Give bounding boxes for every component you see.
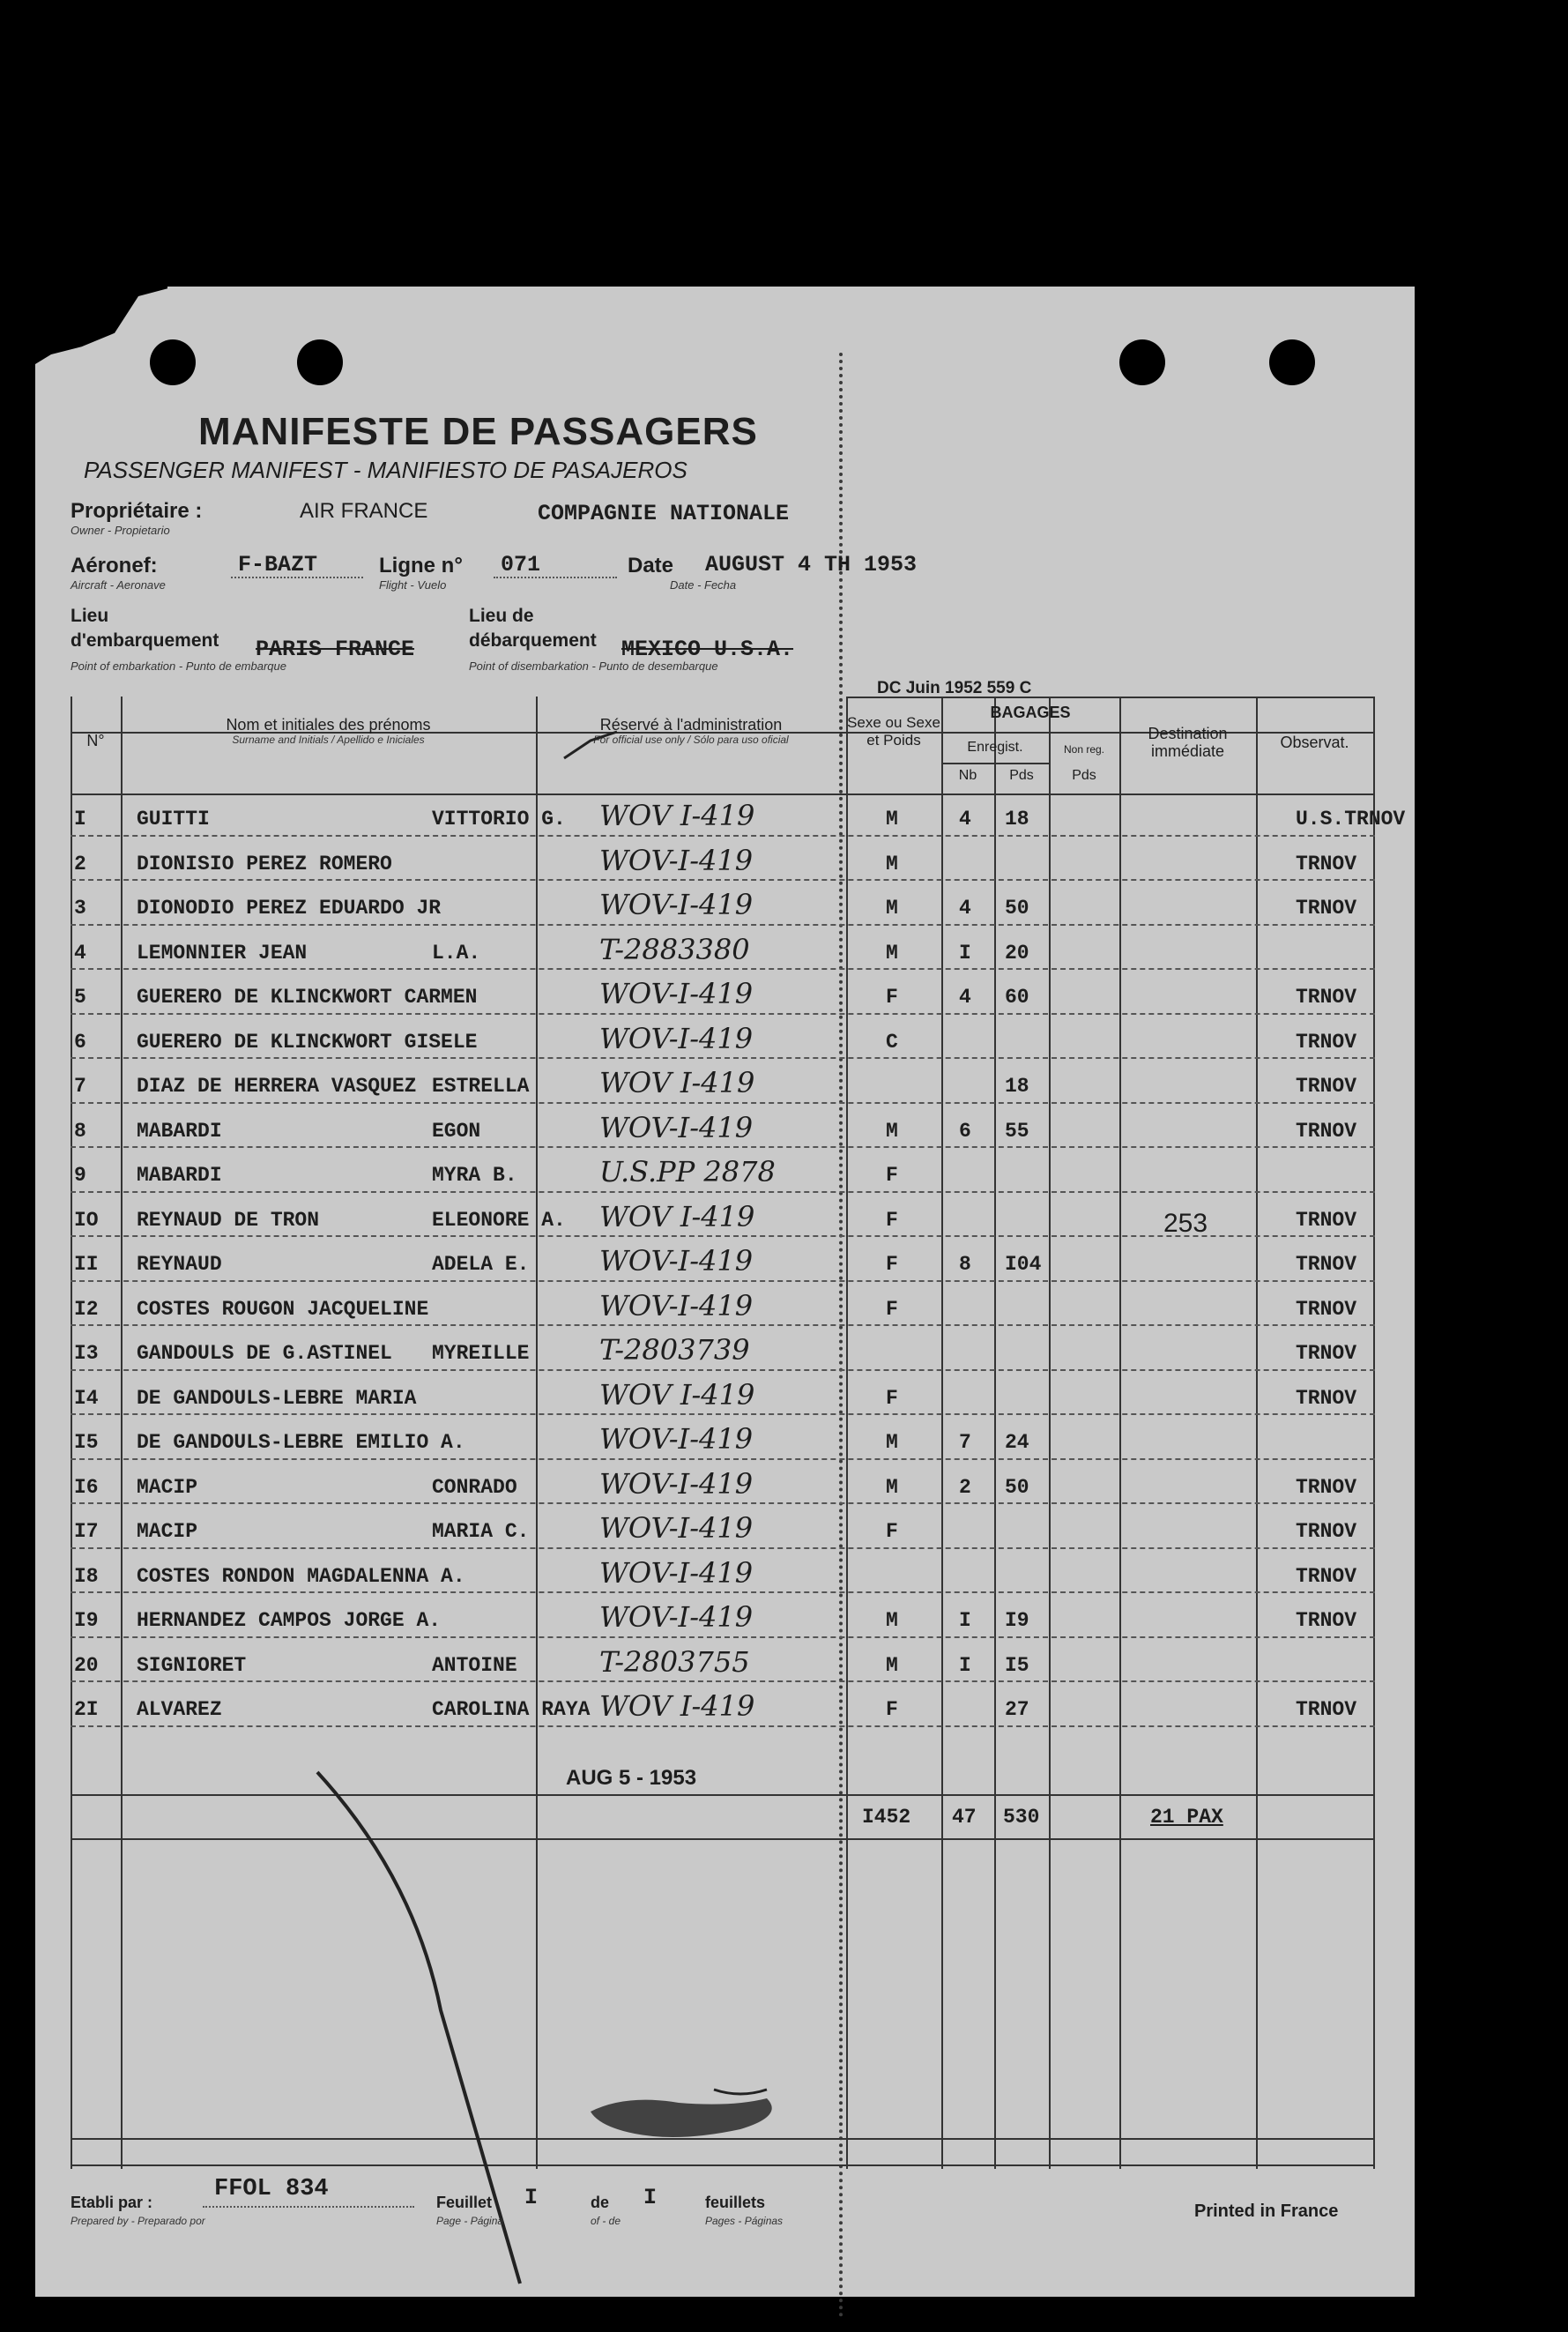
passenger-sex: M [886, 1119, 898, 1143]
observation: U.S.TRNOV [1296, 808, 1406, 831]
passenger-sex: F [886, 1253, 898, 1276]
bag-count: I [959, 1653, 971, 1677]
flight-sublabel: Flight - Vuelo [379, 578, 447, 592]
owner-sublabel: Owner - Propietario [71, 524, 170, 537]
of-label: de [591, 2194, 610, 2211]
passenger-first-name: MYRA B. [432, 1164, 517, 1187]
admin-entry: WOV-I-419 [599, 1466, 754, 1501]
passenger-sex: M [886, 1431, 898, 1454]
passenger-first-name: ADELA E. [432, 1253, 530, 1276]
bag-weight: 24 [1005, 1431, 1029, 1454]
observation: TRNOV [1296, 1475, 1357, 1499]
bag-weight: 27 [1005, 1698, 1029, 1721]
admin-entry: WOV-I-419 [599, 843, 754, 877]
bag-weight: 60 [1005, 986, 1029, 1009]
date-value: AUGUST 4 TH 1953 [705, 552, 918, 577]
row-number: 3 [74, 897, 86, 920]
admin-entry: WOV-I-419 [599, 1021, 754, 1055]
passenger-surname: DIONODIO PEREZ EDUARDO JR [137, 897, 442, 920]
passenger-sex: F [886, 1520, 898, 1543]
passenger-sex: F [886, 1698, 898, 1721]
passenger-sex: M [886, 852, 898, 875]
observation: TRNOV [1296, 1609, 1357, 1632]
col-header-destination: Destination immédiate [1148, 725, 1228, 760]
passenger-surname: MACIP [137, 1475, 198, 1499]
total-bag-count: 47 [952, 1806, 977, 1829]
bag-weight: 20 [1005, 941, 1029, 965]
admin-entry: WOV-I-419 [599, 977, 754, 1010]
row-number: 2I [74, 1698, 99, 1721]
embark-value: PARIS FRANCE [256, 637, 415, 662]
admin-entry: WOV-I-419 [599, 1555, 754, 1590]
page-subtitle: PASSENGER MANIFEST - MANIFIESTO DE PASAJEROS [84, 457, 687, 483]
sheet-value: I [524, 2185, 539, 2210]
embark-sublabel: Point of embarkation - Punto de embarque [71, 659, 286, 673]
disembark-label: Lieu de débarquement [469, 606, 597, 651]
admin-entry: WOV-I-419 [599, 1288, 754, 1322]
owner-company: COMPAGNIE NATIONALE [538, 501, 790, 526]
col-header-admin-sub: For official use only / Sólo para uso oficial [593, 734, 789, 746]
bag-weight: I5 [1005, 1653, 1029, 1677]
admin-entry: T-2803755 [599, 1644, 750, 1679]
passenger-sex: M [886, 897, 898, 920]
admin-entry: WOV I-419 [599, 1066, 755, 1099]
aircraft-sublabel: Aircraft - Aeronave [71, 578, 166, 592]
passenger-surname: SIGNIORET [137, 1653, 247, 1677]
passenger-surname: GUERERO DE KLINCKWORT GISELE [137, 1030, 478, 1054]
flight-label: Ligne n° [379, 554, 463, 577]
bag-count: 8 [959, 1253, 971, 1276]
total-passengers: 21 PAX [1150, 1806, 1223, 1829]
passenger-surname: DIAZ DE HERRERA VASQUEZ [137, 1075, 417, 1098]
col-header-sex: Sexe ou Sexe et Poids [847, 714, 940, 749]
observation: TRNOV [1296, 1208, 1357, 1232]
admin-entry: WOV I-419 [599, 1377, 755, 1412]
sheet-sublabel: Page - Página [436, 2215, 504, 2227]
aircraft-value: F-BAZT [238, 552, 318, 577]
col-header-pds: Pds [1009, 768, 1034, 783]
date-stamp: AUG 5 - 1953 [566, 1766, 697, 1790]
col-header-name-text: Nom et initiales des prénoms [226, 716, 431, 734]
observation: TRNOV [1296, 1253, 1357, 1276]
bag-count: 7 [959, 1431, 971, 1454]
passenger-first-name: MYREILLE [432, 1342, 530, 1365]
passenger-first-name: CAROLINA RAYA [432, 1698, 591, 1721]
row-number: 6 [74, 1030, 86, 1054]
passenger-sex: F [886, 1386, 898, 1410]
passenger-surname: REYNAUD [137, 1253, 222, 1276]
passenger-sex: F [886, 986, 898, 1009]
observation: TRNOV [1296, 1119, 1357, 1143]
bag-weight: 50 [1005, 897, 1029, 920]
bag-count: 4 [959, 808, 971, 831]
passenger-sex: M [886, 1653, 898, 1677]
admin-entry: WOV I-419 [599, 1199, 755, 1233]
flight-value: 071 [501, 552, 541, 577]
date-sublabel: Date - Fecha [670, 578, 737, 592]
bag-weight: I04 [1005, 1253, 1042, 1276]
sheet-label: Feuillet [436, 2194, 493, 2211]
passenger-surname: DE GANDOULS-LEBRE MARIA [137, 1386, 417, 1410]
passenger-first-name: VITTORIO G. [432, 808, 566, 831]
pages-label: feuillets [705, 2194, 766, 2211]
passenger-surname: GUERERO DE KLINCKWORT CARMEN [137, 986, 478, 1009]
passenger-sex: F [886, 1164, 898, 1187]
passenger-surname: DIONISIO PEREZ ROMERO [137, 852, 392, 875]
passenger-surname: ALVAREZ [137, 1698, 222, 1721]
bag-weight: I9 [1005, 1609, 1029, 1632]
embark-label: Lieu d'embarquement [71, 606, 219, 651]
passenger-first-name: EGON [432, 1119, 481, 1143]
admin-entry: WOV-I-419 [599, 1600, 754, 1634]
owner-value: AIR FRANCE [300, 499, 428, 523]
passenger-first-name: ESTRELLA [432, 1075, 530, 1098]
passenger-first-name: MARIA C. [432, 1520, 530, 1543]
row-number: I5 [74, 1431, 99, 1454]
aircraft-label: Aéronef: [71, 554, 158, 577]
bag-count: I [959, 1609, 971, 1632]
row-number: I9 [74, 1609, 99, 1632]
passenger-surname: REYNAUD DE TRON [137, 1208, 320, 1232]
admin-entry: WOV-I-419 [599, 1511, 754, 1545]
row-number: 8 [74, 1119, 86, 1143]
row-number: 4 [74, 941, 86, 965]
passenger-sex: M [886, 808, 898, 831]
passenger-sex: F [886, 1208, 898, 1232]
passenger-surname: MABARDI [137, 1164, 222, 1187]
passenger-first-name: CONRADO [432, 1475, 517, 1499]
total-weight: I452 [862, 1806, 911, 1829]
passenger-surname: HERNANDEZ CAMPOS JORGE A. [137, 1609, 442, 1632]
bag-weight: 18 [1005, 808, 1029, 831]
admin-entry: WOV-I-419 [599, 1422, 754, 1456]
observation: TRNOV [1296, 1698, 1357, 1721]
passenger-sex: M [886, 1475, 898, 1499]
of-sublabel: of - de [591, 2215, 621, 2227]
disembark-sublabel: Point of disembarkation - Punto de desembarque [469, 659, 718, 673]
owner-label: Propriétaire : [71, 499, 203, 523]
prepared-sublabel: Prepared by - Preparado por [71, 2215, 205, 2227]
observation: TRNOV [1296, 1075, 1357, 1098]
col-header-nonreg: Non reg. [1063, 743, 1105, 756]
row-number: II [74, 1253, 99, 1276]
passenger-first-name: L.A. [432, 941, 481, 965]
passenger-surname: LEMONNIER JEAN [137, 941, 308, 965]
passenger-surname: COSTES ROUGON JACQUELINE [137, 1297, 429, 1321]
observation: TRNOV [1296, 1030, 1357, 1054]
passenger-surname: GUITTI [137, 808, 210, 831]
passenger-surname: GANDOULS DE G.ASTINEL [137, 1342, 392, 1365]
prepared-label: Etabli par : [71, 2194, 153, 2211]
admin-entry: WOV I-419 [599, 1689, 755, 1723]
row-number: 20 [74, 1653, 99, 1677]
page-title: MANIFESTE DE PASSAGERS [198, 410, 758, 453]
row-number: 5 [74, 986, 86, 1009]
passenger-surname: DE GANDOULS-LEBRE EMILIO A. [137, 1431, 465, 1454]
bag-weight: 55 [1005, 1119, 1029, 1143]
row-number: I7 [74, 1520, 99, 1543]
row-number: I [74, 808, 86, 831]
admin-entry: WOV-I-419 [599, 1110, 754, 1144]
col-header-enregist: Enregist. [967, 740, 1023, 755]
col-header-nb: Nb [958, 768, 977, 783]
destination: 253 [1163, 1208, 1208, 1238]
of-value: I [643, 2185, 658, 2210]
pages-sublabel: Pages - Páginas [705, 2215, 784, 2227]
bag-weight: 50 [1005, 1475, 1029, 1499]
date-label: Date [628, 554, 674, 577]
row-number: I3 [74, 1342, 99, 1365]
row-number: I8 [74, 1564, 99, 1588]
prepared-line [203, 2206, 414, 2208]
passenger-surname: MACIP [137, 1520, 198, 1543]
disembark-value: MEXICO U.S.A. [621, 637, 794, 662]
observation: TRNOV [1296, 1520, 1357, 1543]
row-number: IO [74, 1208, 99, 1232]
observation: TRNOV [1296, 986, 1357, 1009]
row-number: I4 [74, 1386, 99, 1410]
bag-count: 4 [959, 897, 971, 920]
row-number: I6 [74, 1475, 99, 1499]
observation: TRNOV [1296, 1297, 1357, 1321]
col-header-observ: Observat. [1280, 734, 1349, 751]
row-number: 9 [74, 1164, 86, 1187]
admin-entry: WOV-I-419 [599, 888, 754, 921]
row-number: I2 [74, 1297, 99, 1321]
passenger-sex: F [886, 1297, 898, 1321]
admin-entry: U.S.PP 2878 [599, 1155, 776, 1188]
prepared-value: FFOL 834 [214, 2176, 329, 2202]
passenger-first-name: ELEONORE A. [432, 1208, 566, 1232]
passenger-sex: C [886, 1030, 898, 1054]
observation: TRNOV [1296, 897, 1357, 920]
admin-entry: WOV-I-419 [599, 1244, 754, 1278]
passenger-surname: COSTES RONDON MAGDALENNA A. [137, 1564, 465, 1588]
bag-count: 2 [959, 1475, 971, 1499]
row-number: 2 [74, 852, 86, 875]
col-header-pds2: Pds [1072, 768, 1096, 783]
observation: TRNOV [1296, 852, 1357, 875]
bag-count: 4 [959, 986, 971, 1009]
passenger-first-name: ANTOINE [432, 1653, 517, 1677]
observation: TRNOV [1296, 1342, 1357, 1365]
admin-entry: T-2883380 [599, 932, 750, 966]
col-header-no: N° [86, 732, 105, 749]
admin-entry: T-2803739 [599, 1333, 750, 1367]
bag-count: 6 [959, 1119, 971, 1143]
passenger-sex: M [886, 941, 898, 965]
bag-weight: 18 [1005, 1075, 1029, 1098]
passenger-surname: MABARDI [137, 1119, 222, 1143]
row-number: 7 [74, 1075, 86, 1098]
passenger-sex: M [886, 1609, 898, 1632]
printed-in-france: Printed in France [1194, 2202, 1339, 2221]
observation: TRNOV [1296, 1386, 1357, 1410]
col-header-bagages: BAGAGES [990, 704, 1071, 721]
form-code: DC Juin 1952 559 C [877, 679, 1032, 697]
col-header-admin-text: Réservé à l'administration [599, 716, 783, 734]
total-bag-weight: 530 [1003, 1806, 1040, 1829]
col-header-name-sub: Surname and Initials / Apellido e Iniciales [232, 734, 425, 746]
admin-entry: WOV I-419 [599, 799, 755, 832]
bag-count: I [959, 941, 971, 965]
observation: TRNOV [1296, 1564, 1357, 1588]
